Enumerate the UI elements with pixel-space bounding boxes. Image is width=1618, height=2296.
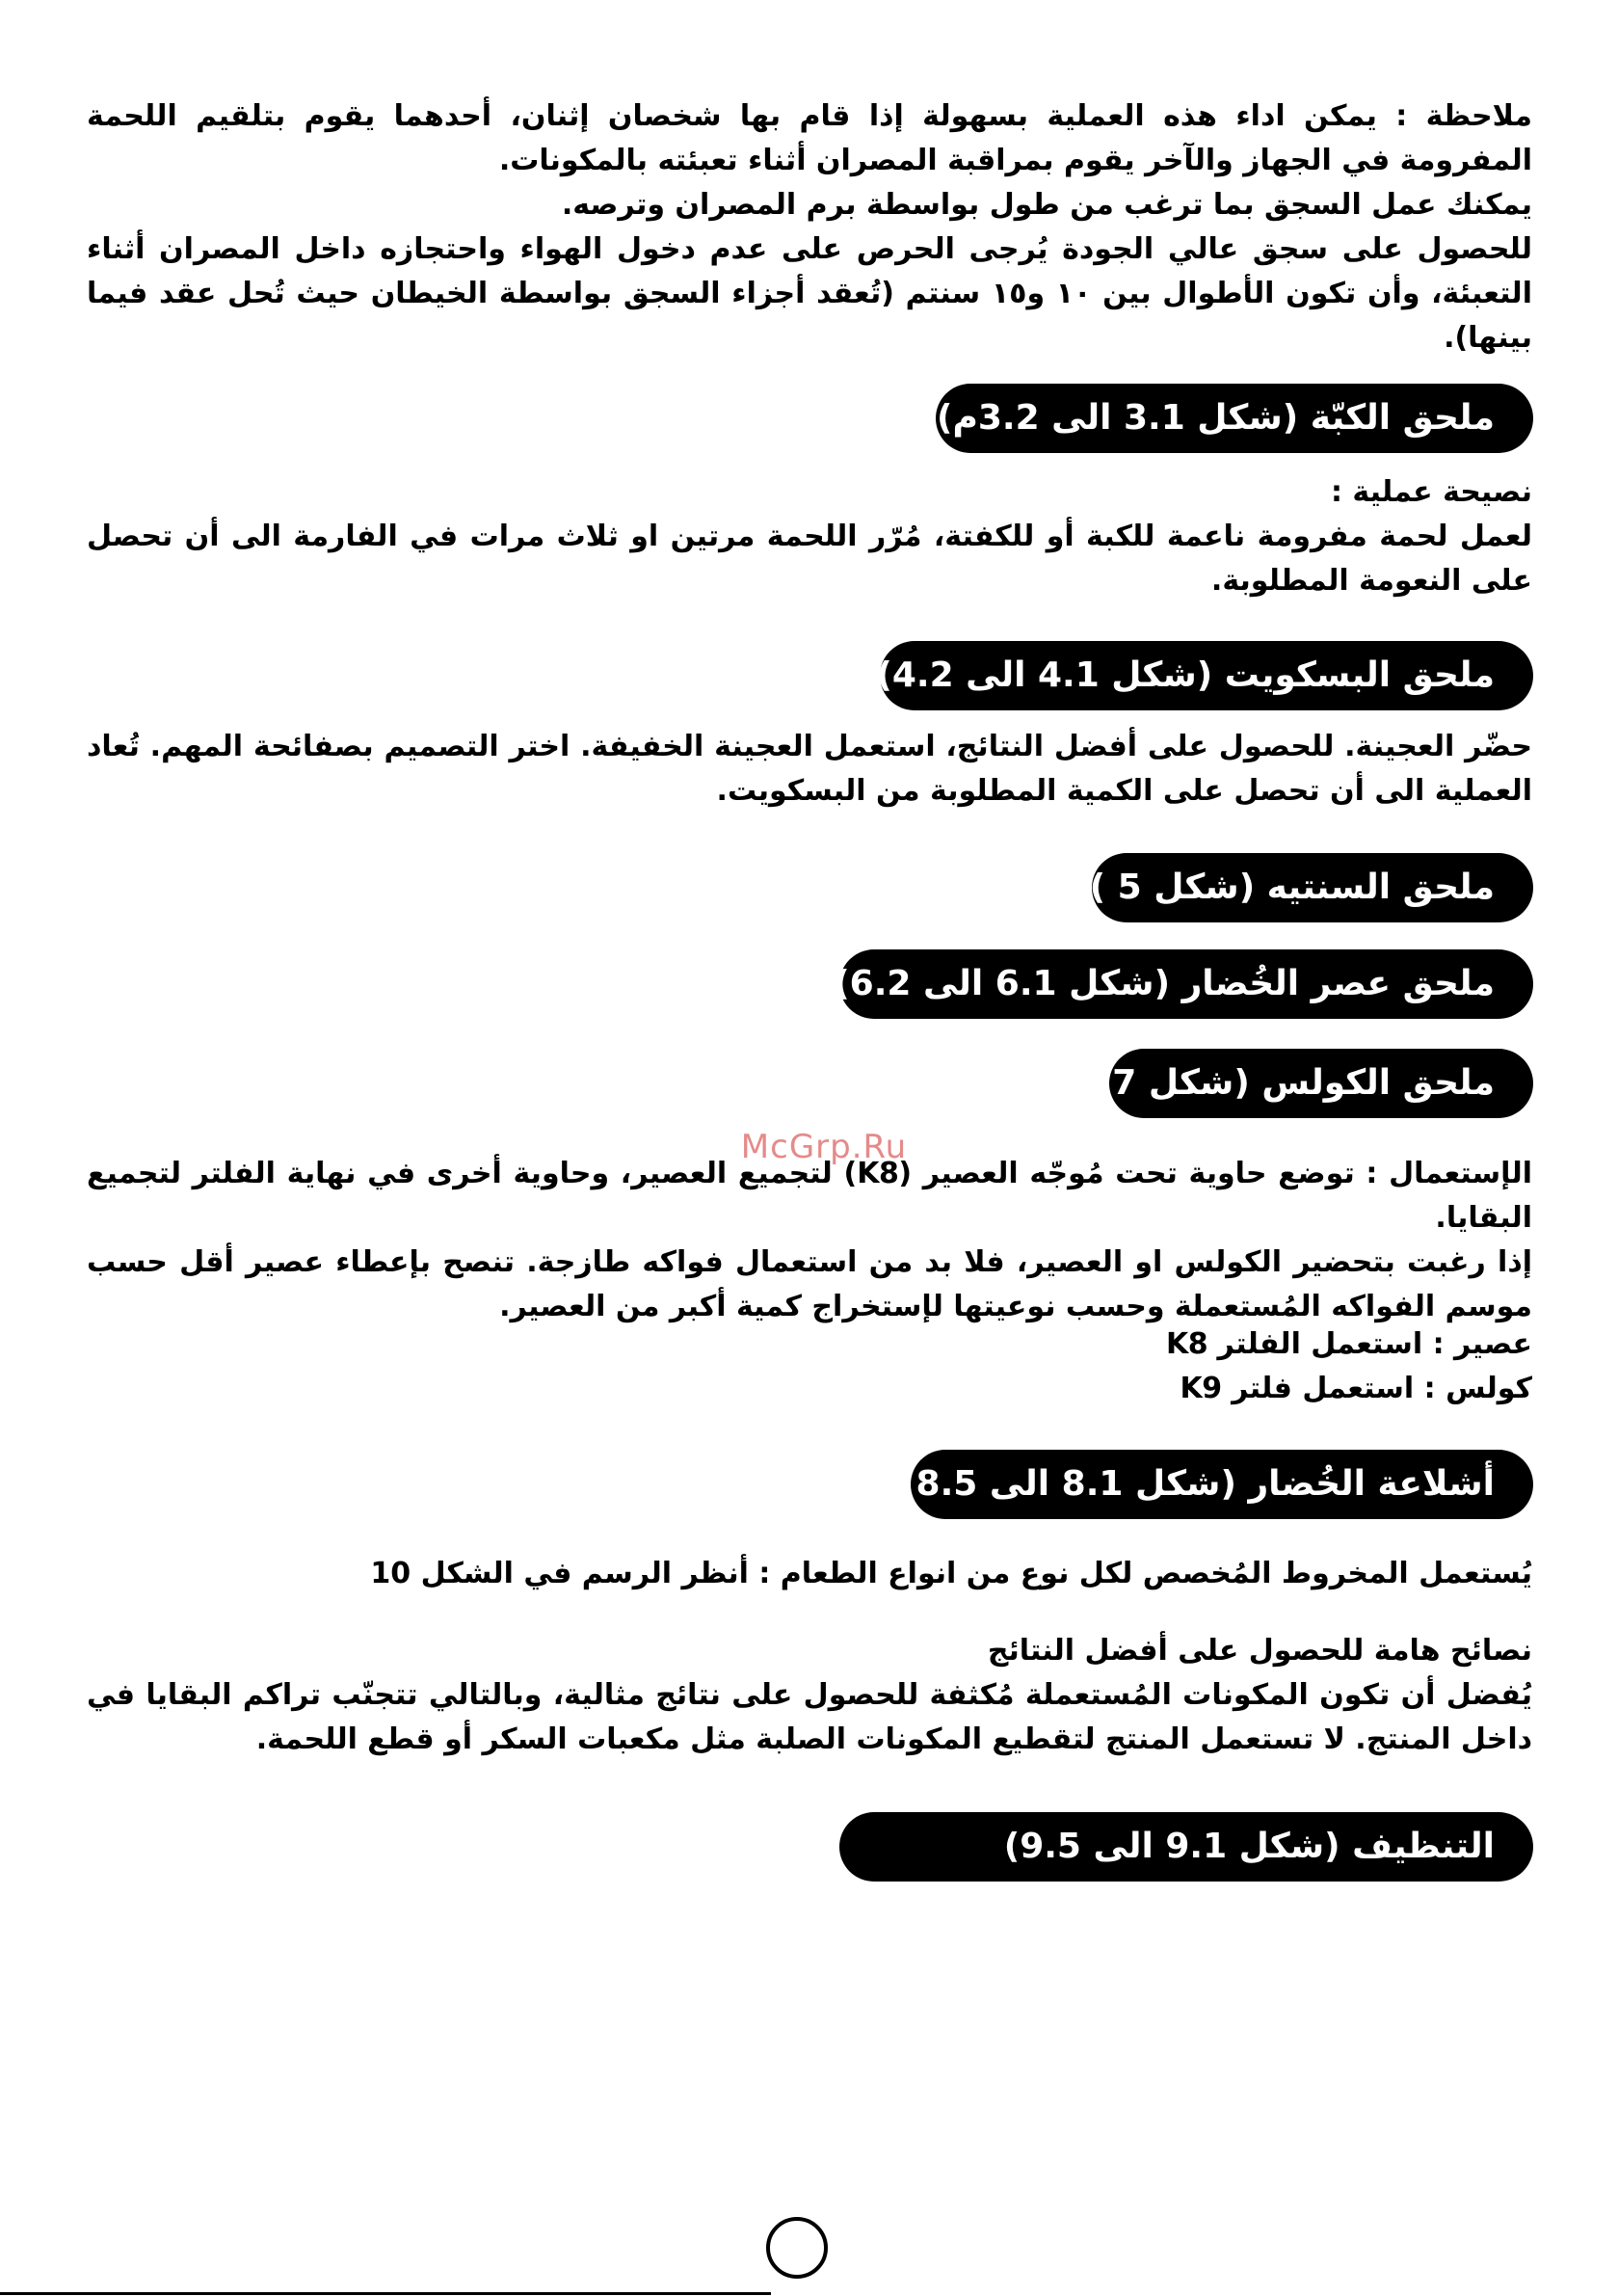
coulis-line-2: إذا رغبت بتحضير الكولس او العصير، فلا بد من استعمال فواكه طازجة. تنصح بإعطاء عصير أقل حسب موسم الفواكه المُستعملة وحسب نوعيتها لإستخراج كمية أكبر من العصير. <box>87 1245 1532 1323</box>
intro-note <box>87 94 1532 360</box>
section-title-coulis: ملحق الكولس (شكل 7 ) <box>1109 1049 1533 1118</box>
coulis-body <box>87 1152 1532 1329</box>
section-title-kebbe: ملحق الكبّة (شكل 3.1 الى 3.2م) <box>936 384 1533 453</box>
coulis-filter-list <box>87 1322 1532 1411</box>
section-title-biscuit: ملحق البسكويت (شكل 4.1 الى 4.2) <box>880 641 1533 710</box>
coulis-line-1: الإستعمال : توضع حاوية تحت مُوجّه العصير (K8) لتجميع العصير، وحاوية أخرى في نهاية الفلتر لتجميع البقايا. <box>87 1157 1532 1235</box>
coulis-filter-coulis: كولس : استعمل فلتر K9 <box>1180 1372 1532 1405</box>
intro-line-1: ملاحظة : يمكن اداء هذه العملية بسهولة إذا قام بها شخصان إثنان، أحدهما يقوم بتلقيم اللحمة المفرومة في الجهاز والآخر يقوم بمراقبة المصران أثناء تعبئته بالمكونات. <box>87 99 1532 177</box>
shredder-body <box>87 1552 1532 1596</box>
watermark: McGrp.Ru <box>740 1128 908 1166</box>
biscuit-body <box>87 725 1532 814</box>
section-title-shredder: أشلاعة الخُضار (شكل 8.1 الى 8.5) <box>911 1450 1533 1519</box>
page-number-circle <box>766 2217 828 2279</box>
shredder-tips-text: يُفضل أن تكون المكونات المُستعملة مُكثفة للحصول على نتائج مثالية، وبالتالي تتجنّب تراكم البقايا في داخل المنتج. لا تستعمل المنتج لتقطيع المكونات الصلبة مثل مكعبات السكر أو قطع اللحمة. <box>87 1678 1532 1756</box>
shredder-tips-label: نصائح هامة للحصول على أفضل النتائج <box>987 1634 1532 1668</box>
section-title-cleaning: التنظيف (شكل 9.1 الى 9.5) <box>839 1812 1533 1882</box>
shredder-tips <box>87 1629 1532 1762</box>
biscuit-text: حضّر العجينة. للحصول على أفضل النتائج، استعمل العجينة الخفيفة. اختر التصميم بصفائحة المهم. تُعاد العملية الى أن تحصل على الكمية المطلوبة من البسكويت. <box>87 730 1532 808</box>
section-title-juicer: ملحق عصر الخُضار (شكل 6.1 الى 6.2) <box>839 949 1533 1019</box>
kebbe-body <box>87 470 1532 603</box>
kebbe-tip-text: لعمل لحمة مفرومة ناعمة للكبة أو للكفتة، مُرّر اللحمة مرتين او ثلاث مرات في الفارمة الى أن تحصل على النعومة المطلوبة. <box>87 520 1532 598</box>
section-title-sorbet: ملحق السنتيه (شكل 5 ) <box>1092 853 1533 922</box>
kebbe-tip-label: نصيحة عملية : <box>1330 475 1532 509</box>
shredder-text: يُستعمل المخروط المُخصص لكل نوع من انواع الطعام : أنظر الرسم في الشكل 10 <box>370 1557 1532 1590</box>
coulis-filter-juice: عصير : استعمل الفلتر K8 <box>1165 1327 1532 1361</box>
intro-line-2: يمكنك عمل السجق بما ترغب من طول بواسطة برم المصران وترصه. <box>561 188 1532 222</box>
footer-rule <box>0 2292 771 2295</box>
intro-line-3: للحصول على سجق عالي الجودة يُرجى الحرص على عدم دخول الهواء واحتجازه داخل المصران أثناء التعبئة، وأن تكون الأطوال بين ١٠ و١٥ سنتم (تُعقد أجزاء السجق بواسطة الخيطان حيث تُحل عقد فيما بينها). <box>87 232 1532 355</box>
